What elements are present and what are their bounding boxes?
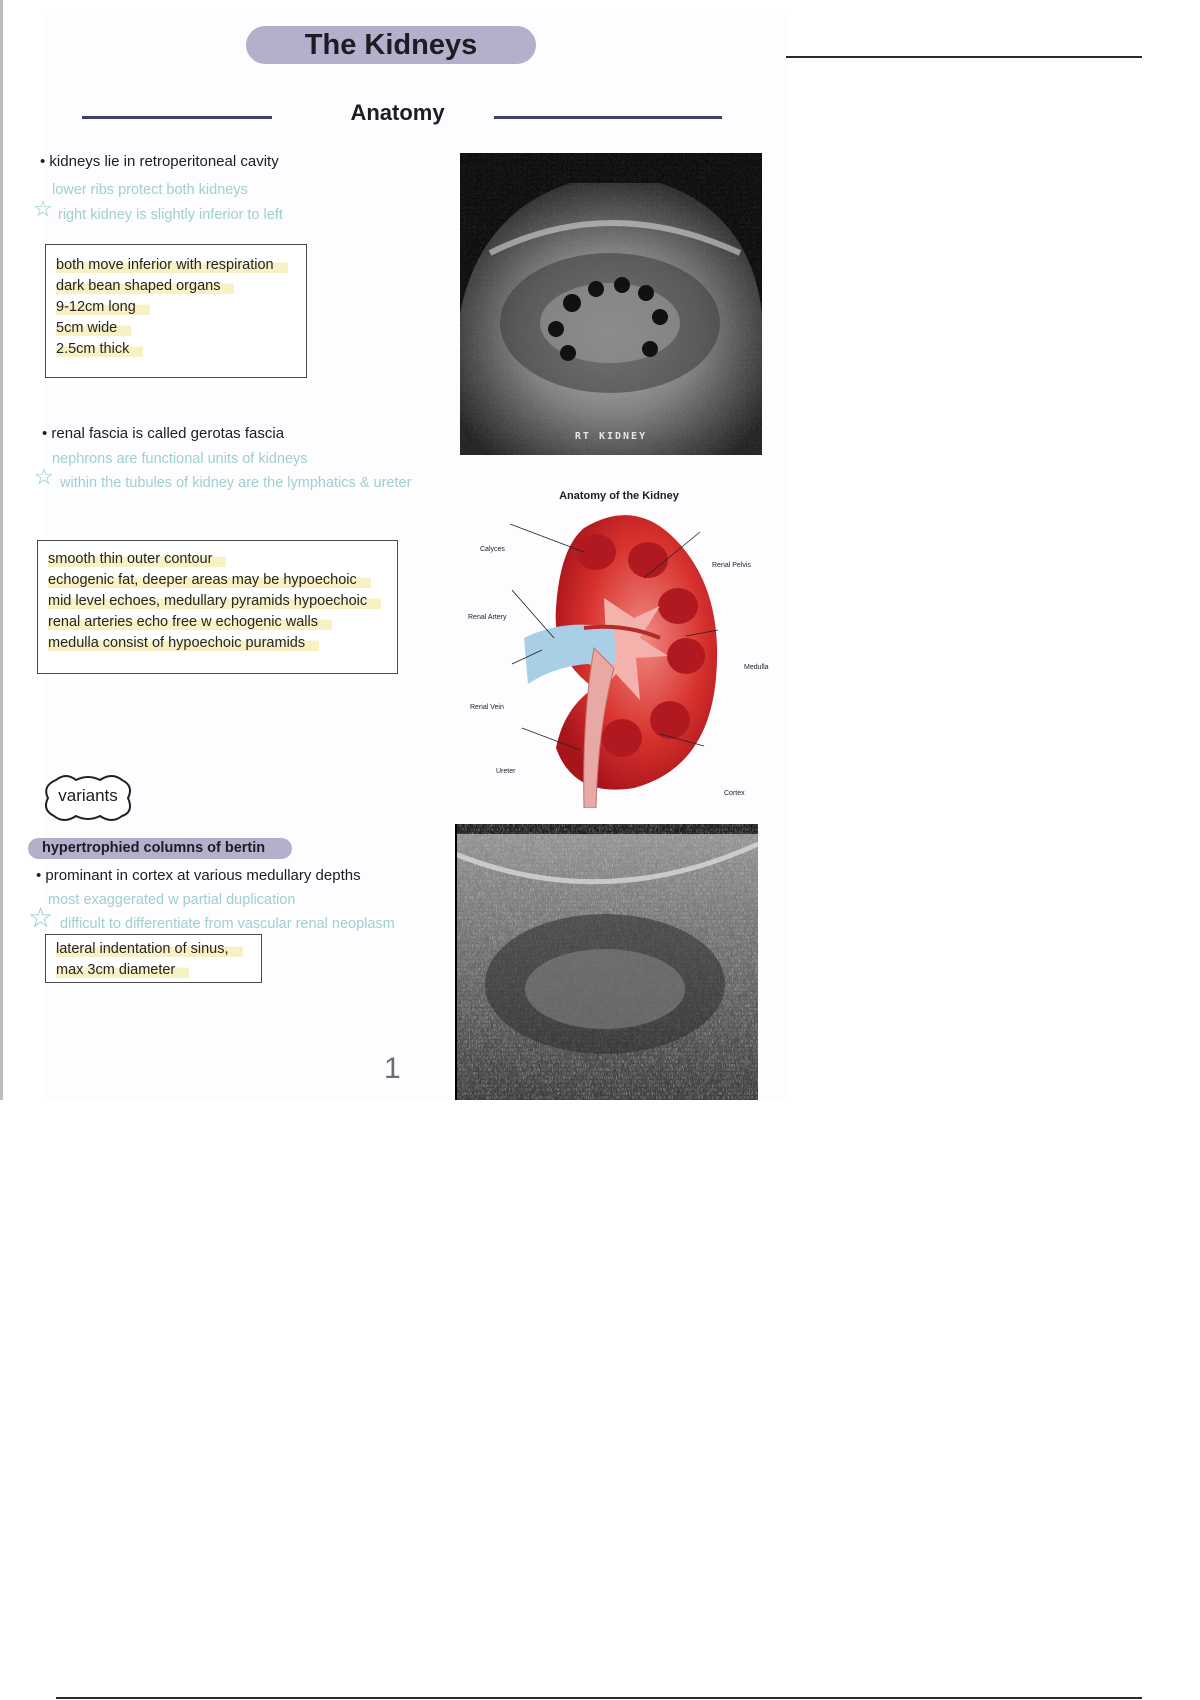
label-renal-pelvis: Renal Pelvis xyxy=(712,562,751,569)
note-line: echogenic fat, deeper areas may be hypoechoic xyxy=(48,572,371,588)
note-line: dark bean shaped organs xyxy=(56,278,234,294)
star-icon: ☆ xyxy=(34,464,54,489)
note-line: smooth thin outer contour xyxy=(48,551,226,567)
ultrasound-image xyxy=(455,824,758,1100)
note-line: 2.5cm thick xyxy=(56,341,143,357)
note-line: 5cm wide xyxy=(56,320,131,336)
page-edge xyxy=(0,0,3,1100)
label-medulla: Medulla xyxy=(744,664,769,671)
ultrasound-graphic xyxy=(455,824,758,1100)
label-cortex: Cortex xyxy=(724,790,745,797)
note-box xyxy=(37,540,398,674)
note-line: mid level echoes, medullary pyramids hypoechoic xyxy=(48,593,381,609)
image-caption: RT KIDNEY xyxy=(574,431,648,442)
star-icon: ☆ xyxy=(33,196,53,221)
divider-line xyxy=(56,1697,1142,1699)
ultrasound-image xyxy=(460,153,762,455)
divider-line xyxy=(786,56,1142,58)
section-line-left xyxy=(82,116,272,119)
note-line: both move inferior with respiration xyxy=(56,257,288,273)
note-box xyxy=(45,934,262,983)
note-line: renal arteries echo free w echogenic walls xyxy=(48,614,332,630)
label-ureter: Ureter xyxy=(496,768,516,775)
page-number: 1 xyxy=(384,1052,401,1085)
note-line: max 3cm diameter xyxy=(56,962,189,978)
section-heading: Anatomy xyxy=(350,100,445,125)
note-box xyxy=(45,244,307,378)
star-icon: ☆ xyxy=(28,902,54,933)
kidney-diagram xyxy=(464,488,784,808)
label-renal-artery: Renal Artery xyxy=(468,614,507,621)
bullet-item: • kidneys lie in retroperitoneal cavity xyxy=(40,153,279,170)
label-renal-vein: Renal Vein xyxy=(470,704,504,711)
teal-note: right kidney is slightly inferior to left xyxy=(58,207,283,223)
variants-badge xyxy=(42,772,134,824)
variants-label: variants xyxy=(58,786,118,805)
teal-note: nephrons are functional units of kidneys xyxy=(52,451,308,467)
bullet-item: • renal fascia is called gerotas fascia xyxy=(42,425,285,442)
section-line-right xyxy=(494,116,722,119)
teal-note: most exaggerated w partial duplication xyxy=(48,892,296,908)
note-line: lateral indentation of sinus, xyxy=(56,941,243,957)
note-line: medulla consist of hypoechoic puramids xyxy=(48,635,319,651)
bullet-item: • prominant in cortex at various medullary depths xyxy=(36,867,361,884)
teal-note: lower ribs protect both kidneys xyxy=(52,182,248,198)
kidney-illustration xyxy=(464,488,784,808)
label-calyces: Calyces xyxy=(480,546,505,553)
page-title: The Kidneys xyxy=(246,26,536,64)
variant-heading: hypertrophied columns of bertin xyxy=(28,838,292,859)
teal-note: within the tubules of kidney are the lymphatics & ureter xyxy=(60,475,412,491)
diagram-title: Anatomy of the Kidney xyxy=(559,490,679,502)
teal-note: difficult to differentiate from vascular renal neoplasm xyxy=(60,916,395,932)
ultrasound-graphic xyxy=(460,153,762,455)
note-line: 9-12cm long xyxy=(56,299,150,315)
